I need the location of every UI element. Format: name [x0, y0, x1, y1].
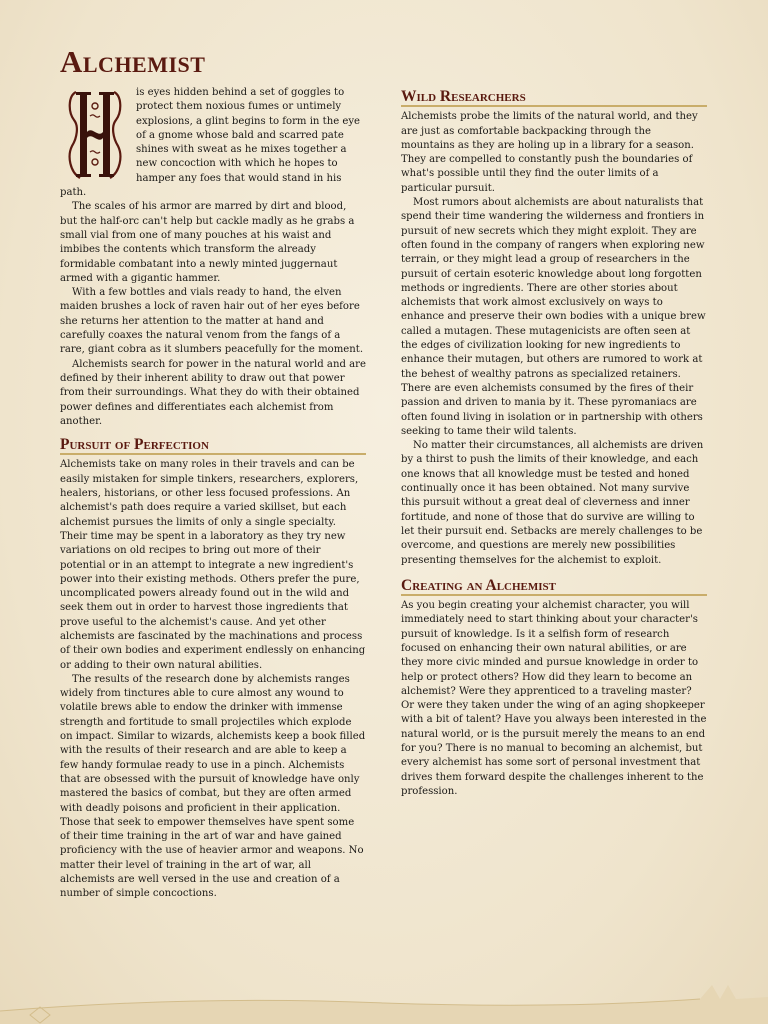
body-paragraph: Alchemists probe the limits of the natural world, and they are just as comfortable backpacking through the mountains as they are holing up in a library for a season. They are compelled to constantly push the boundaries of what's possible until they find the outer limits of a particular pursuit. [401, 111, 698, 194]
dropcap [60, 86, 130, 186]
intro-paragraph: Alchemists search for power in the natural world and are defined by their inherent ability to draw out that power from their surroundings. What they do with their obtained power defines and differentiates each alchemist from another. [60, 358, 366, 427]
body-paragraph: The results of the research done by alchemists ranges widely from tinctures able to cure almost any wound to volatile brews able to endow the drinker with immense strength and fortitude to small projectiles which explode on impact. Similar to wizards, alchemists keep a book filled with the results of their research and are able to keep a few handy formulae ready to use in a pinch. Alchemists that are obsessed with the pursuit of knowledge have only mastered the basics of combat, but they are often armed with deadly poisons and proficient in their application. Those that seek to empower themselves have spent some of their time training in the art of war and have gained proficiency with the use of heavier armor and weapons. No matter their level of training in the art of war, all alchemists are well versed in the use and creation of a number of simple concoctions. [60, 673, 366, 900]
right-column [401, 90, 707, 799]
section-heading-wild-researchers: Wild Researchers [401, 90, 707, 107]
intro-paragraph: is eyes hidden behind a set of goggles to protect them noxious fumes or untimely explosions, a glint begins to form in the eye of a gnome whose bald and scarred pate shines with sweat as he mixes together a new concoction with which he hopes to hamper any foes that would stand in his path. [60, 87, 361, 199]
intro-paragraph: With a few bottles and vials ready to hand, the elven maiden brushes a lock of raven hair out of her eyes before she returns her attention to the matter at hand and carefully coaxes the natural venom from the fangs of a rare, giant cobra as it slumbers peacefully for the moment. [60, 287, 364, 356]
intro-paragraph: The scales of his armor are marred by dirt and blood, but the half-orc can't help but cackle madly as he grabs a small vial from one of many pouches at his waist and imbibes the contents which transform the already formidable combatant into a newly minted juggernaut armed with a gigantic hammer. [60, 201, 355, 284]
page-footer-ornament [0, 985, 768, 1024]
section-heading-pursuit: Pursuit of Perfection [60, 438, 366, 455]
page-title: Alchemist [60, 44, 206, 79]
body-paragraph: Alchemists take on many roles in their travels and can be easily mistaken for simple tinkers, researchers, explorers, healers, historians, or other less focused professions. An alchemist's path does require a varied skillset, but each alchemist pursues the limits of only a single specialty. Their time may be spent in a laboratory as they try new variations on old recipes to bring out more of their potential or in an attempt to integrate a new ingredient's power into their existing methods. Others prefer the pure, uncomplicated powers already found out in the wild and seek them out in order to harvest those ingredients that prove useful to the alchemist's cause. And yet other alchemists are fascinated by the machinations and process of their own bodies and experiment endlessly on enhancing or adding to their own natural abilities. [60, 459, 366, 671]
intro [60, 86, 366, 429]
body-paragraph: Most rumors about alchemists are about naturalists that spend their time wandering the wilderness and frontiers in pursuit of new secrets which they might exploit. They are often found in the company of rangers when exploring new terrain, or they might lead a group of researchers in the pursuit of certain esoteric knowledge about long forgotten methods or ingredients. There are other stories about alchemists that work almost exclusively on ways to enhance and preserve their own bodies with a unique brew called a mutagen. These mutagenicists are often seen at the edges of civilization looking for new ingredients to enhance their mutagen, but others are rumored to work at the behest of wealthy patrons as specialized retainers. There are even alchemists consumed by the fires of their passion and driven to mania by it. These pyromaniacs are often found living in isolation or in partnership with others seeking to tame their wild talents. [401, 197, 706, 437]
dropcap-letter-graphic [62, 86, 128, 184]
left-column [60, 86, 366, 902]
body-paragraph: As you begin creating your alchemist character, you will immediately need to start thinking about your character's pursuit of knowledge. Is it a selfish form of research focused on enhancing their own natural abilities, or are they more civic minded and pursue knowledge in order to help or protect others? How did they learn to become an alchemist? Were they apprenticed to a traveling master? Or were they taken under the wing of an aging shopkeeper with a bit of talent? Have you always been interested in the natural world, or is the pursuit merely the means to an end for you? There is no manual to becoming an alchemist, but every alchemist has some sort of personal investment that drives them forward despite the challenges inherent to the profession. [401, 600, 707, 797]
body-paragraph: No matter their circumstances, all alchemists are driven by a thirst to push the limits of their knowledge, and each one knows that all knowledge must be tested and honed continually once it has been obtained. Not many survive this pursuit without a great deal of cleverness and inner fortitude, and none of those that do survive are willing to let their pursuit end. Setbacks are merely challenges to be overcome, and questions are merely new possibilities presenting themselves for the alchemist to exploit. [401, 440, 704, 566]
section-heading-creating: Creating an Alchemist [401, 579, 707, 596]
